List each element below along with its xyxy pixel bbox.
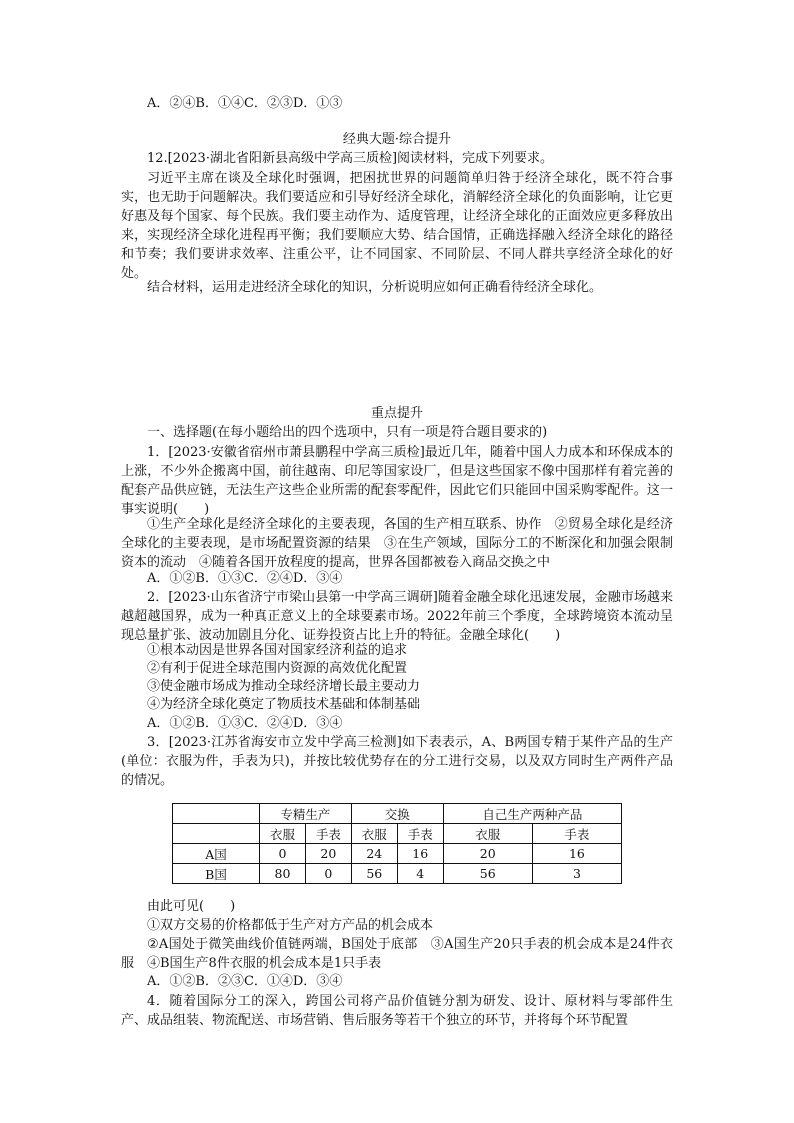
table-subheader: 手表 xyxy=(397,824,443,844)
table-subheader: 衣服 xyxy=(260,824,306,844)
q2-statement-4: ④为经济全球化奠定了物质技术基础和体制基础 xyxy=(147,697,421,712)
table-group-header: 专精生产 xyxy=(260,804,352,824)
q12-material: 习近平主席在谈及全球化时强调，把困扰世界的问题简单归咎于经济全球化，既不符合事实，也无助于问题解决。我们要适应和引导好经济全球化，消解经济全球化的负面影响，让它更好惠及每个国家、每个民族。我们要主动作为、适度管理，让经济全球化的正面效应更多释放出来，实现经济全球化进程再平衡；我们要顺应大势、结合国情，正确选择融入经济全球化的路径和节奏；我们要讲求效率、注重公平，让不同国家、不同阶层、不同人群共享经济全球化的好处。 xyxy=(121,171,673,281)
q12-task: 结合材料，运用走进经济全球化的知识，分析说明应如何正确看待经济全球化。 xyxy=(147,280,603,295)
section-title-key: 重点提升 xyxy=(370,406,423,421)
q3-statements-2-4: ②A国处于微笑曲线价值链两端，B国处于底部 ③A国生产20只手表的机会成本是24件衣服 ④B国生产8件衣服的机会成本是1只手表 xyxy=(121,937,673,971)
section-title-classic: 经典大题·综合提升 xyxy=(342,132,452,147)
table-subheader: 手表 xyxy=(532,824,621,844)
q2-statement-1: ①根本动因是世界各国对国家经济利益的追求 xyxy=(147,643,408,658)
q2-statement-3: ③使金融市场成为推动全球经济增长最主要动力 xyxy=(147,679,421,694)
table-cell: 16 xyxy=(532,844,621,864)
table-group-header: 交换 xyxy=(351,804,443,824)
q3-lead: 由此可见( ) xyxy=(147,899,236,914)
table-subheader: 衣服 xyxy=(443,824,532,844)
table-cell: 4 xyxy=(397,864,443,884)
table-corner-cell xyxy=(173,804,260,824)
table-cell: 3 xyxy=(532,864,621,884)
comparative-advantage-table xyxy=(172,803,622,884)
table-cell: 56 xyxy=(351,864,397,884)
table-row xyxy=(173,864,622,884)
table-corner-cell xyxy=(173,824,260,844)
table-group-header: 自己生产两种产品 xyxy=(443,804,621,824)
q1-statements: ①生产全球化是经济全球化的主要表现，各国的生产相互联系、协作 ②贸易全球化是经济全球化的主要表现，是市场配置资源的结果 ③在生产领域，国际分工的不断深化和加强会限制资本的流动 ④随着各国开放程度的提高，世界各国都被卷入商品交换之中 xyxy=(121,517,673,570)
table-cell: 56 xyxy=(443,864,532,884)
q1-stem: 1．[2023·安徽省宿州市萧县鹏程中学高三质检]最近几年，随着中国人力成本和环保成本的上涨，不少外企搬离中国，前往越南、印尼等国家设厂，但是这些国家不像中国那样有着完善的配套产品供应链，无法生产这些企业所需的配套零配件，因此它们只能回中国采购零配件。这一事实说明( ) xyxy=(121,445,673,517)
table-row xyxy=(173,804,622,824)
table-cell: 0 xyxy=(305,864,351,884)
table-subheader: 衣服 xyxy=(351,824,397,844)
table-row xyxy=(173,844,622,864)
table-cell: 20 xyxy=(443,844,532,864)
table-row xyxy=(173,824,622,844)
table-row-label: A国 xyxy=(173,844,260,864)
prev-question-options: A．②④B．①④C．②③D．①③ xyxy=(147,96,343,111)
q3-options: A．①②B．②③C．①④D．③④ xyxy=(147,974,343,989)
q1-options: A．①②B．①③C．②④D．③④ xyxy=(147,571,343,586)
table-cell: 24 xyxy=(351,844,397,864)
q2-statement-2: ②有利于促进全球范围内资源的高效优化配置 xyxy=(147,661,408,676)
q2-stem: 2．[2023·山东省济宁市梁山县第一中学高三调研]随着金融全球化迅速发展，金融市场越来越超越国界，成为一种真正意义上的全球要素市场。2022年前三个季度，全球跨境资本流动呈现总量扩张、波动加剧且分化、证券投资占比上升的特征。金融全球化( ) xyxy=(121,590,673,643)
part-one-title: 一、选择题(在每小题给出的四个选项中，只有一项是符合题目要求的) xyxy=(147,425,548,440)
table-subheader: 手表 xyxy=(305,824,351,844)
table-cell: 16 xyxy=(397,844,443,864)
table-cell: 80 xyxy=(260,864,306,884)
q12-stem: 12.[2023·湖北省阳新县高级中学高三质检]阅读材料，完成下列要求。 xyxy=(147,151,554,166)
table-cell: 0 xyxy=(260,844,306,864)
q4-stem: 4．随着国际分工的深入，跨国公司将产品价值链分割为研发、设计、原材料与零部件生产、成品组装、物流配送、市场营销、售后服务等若干个独立的环节，并将每个环节配置 xyxy=(121,994,673,1028)
table-row-label: B国 xyxy=(173,864,260,884)
table-cell: 20 xyxy=(305,844,351,864)
q3-stem: 3．[2023·江苏省海安市立发中学高三检测]如下表表示，A、B两国专精于某件产品的生产(单位：衣服为件，手表为只)，并按比较优势存在的分工进行交易，以及双方同时生产两件产品的情况。 xyxy=(121,735,673,788)
q2-options: A．①②B．①③C．②④D．③④ xyxy=(147,716,343,731)
q3-statement-1: ①双方交易的价格都低于生产对方产品的机会成本 xyxy=(147,918,434,933)
